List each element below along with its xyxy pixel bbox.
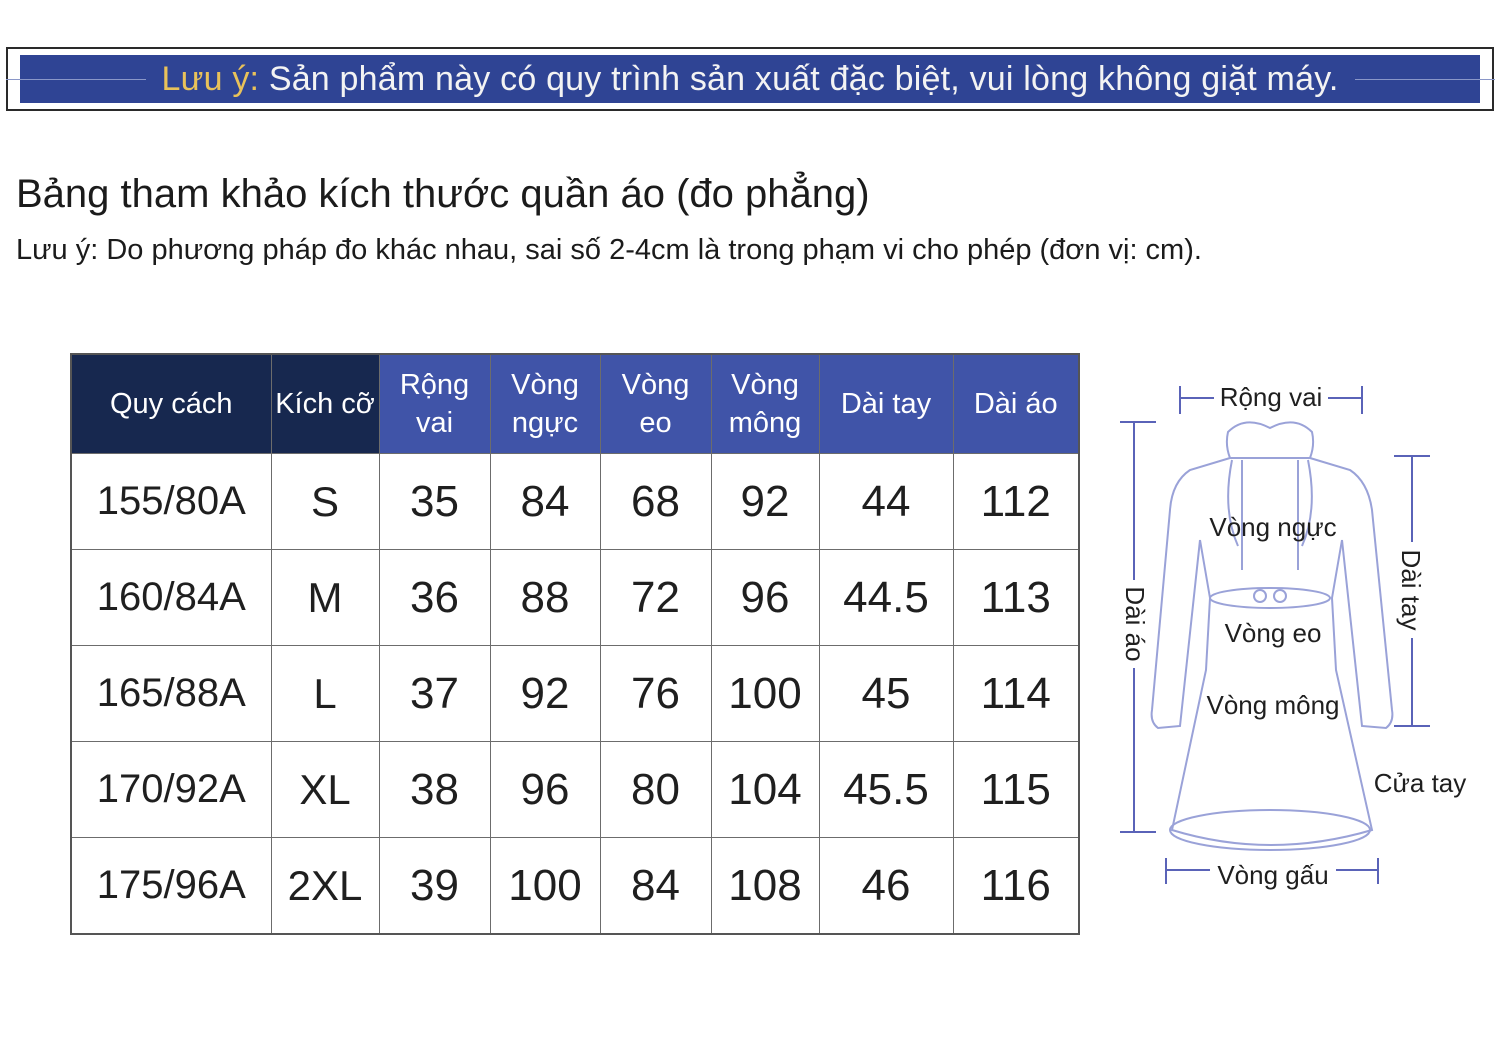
table-cell: 108 (711, 838, 819, 935)
table-cell: 114 (953, 646, 1079, 742)
shoulder-label: Rộng vai (1219, 382, 1323, 412)
column-header-line: eo (639, 407, 672, 439)
notice-banner (6, 47, 1494, 111)
sleeve-dimension (1394, 456, 1430, 726)
column-header (379, 354, 490, 454)
measurement-note: Lưu ý: Do phương pháp đo khác nhau, sai số 2-4cm là trong phạm vi cho phép (đơn vị: cm). (16, 234, 1202, 266)
table-cell: 113 (953, 550, 1079, 646)
table-cell: 104 (711, 742, 819, 838)
column-header-line: Quy cách (110, 388, 233, 420)
column-header-line: Dài tay (840, 388, 932, 420)
table-cell: 175/96A (71, 838, 271, 935)
shoulder-dimension (1180, 382, 1362, 414)
notice-label: Lưu ý: (161, 59, 260, 98)
table-cell: 165/88A (71, 646, 271, 742)
notice-bar (20, 55, 1480, 103)
table-cell: 44 (819, 454, 953, 550)
hip-label: Vòng mông (1206, 690, 1340, 720)
table-cell: 44.5 (819, 550, 953, 646)
notice-text (162, 60, 1339, 99)
table-cell: 35 (379, 454, 490, 550)
sleeve-label: Dài tay (1396, 549, 1426, 631)
table-cell: 100 (490, 838, 600, 935)
table-cell: 170/92A (71, 742, 271, 838)
column-header-line: mông (728, 407, 802, 439)
column-header (271, 354, 379, 454)
length-label: Dài áo (1120, 586, 1150, 662)
table-cell: 38 (379, 742, 490, 838)
table-cell: 112 (953, 454, 1079, 550)
column-header-line: Dài áo (973, 388, 1058, 420)
length-dimension (1120, 422, 1156, 832)
size-table (70, 353, 1080, 935)
table-cell: 46 (819, 838, 953, 935)
table-cell: 84 (600, 838, 711, 935)
page-title: Bảng tham khảo kích thước quần áo (đo phẳng) (16, 172, 870, 216)
notice-left-rule (6, 79, 146, 80)
hem-label: Vòng gấu (1217, 860, 1329, 890)
column-header-line: Rộng (399, 369, 470, 401)
table-cell: S (271, 454, 379, 550)
column-header (71, 354, 271, 454)
table-cell: 36 (379, 550, 490, 646)
table-body (71, 454, 1079, 935)
column-header (819, 354, 953, 454)
table-cell: XL (271, 742, 379, 838)
table-cell: 155/80A (71, 454, 271, 550)
column-header (600, 354, 711, 454)
column-header-line: Vòng (621, 369, 690, 401)
column-header-line: vai (415, 407, 454, 439)
table-row (71, 646, 1079, 742)
column-header-line: Kích cỡ (275, 388, 375, 420)
table-cell: 2XL (271, 838, 379, 935)
table-row (71, 454, 1079, 550)
table-row (71, 838, 1079, 935)
table-header-row (71, 354, 1079, 454)
column-header-line: ngực (511, 407, 579, 439)
table-cell: 116 (953, 838, 1079, 935)
table-cell: 92 (490, 646, 600, 742)
notice-right-rule (1355, 79, 1495, 80)
table-cell: 72 (600, 550, 711, 646)
table-cell: 80 (600, 742, 711, 838)
table-cell: 84 (490, 454, 600, 550)
table-cell: 45 (819, 646, 953, 742)
table-row (71, 550, 1079, 646)
waist-label: Vòng eo (1224, 618, 1322, 648)
cuff-label: Cửa tay (1373, 768, 1467, 798)
hem-dimension (1166, 858, 1378, 890)
table-cell: 76 (600, 646, 711, 742)
column-header-line: Vòng (731, 369, 799, 401)
table-cell: 115 (953, 742, 1079, 838)
table-cell: 88 (490, 550, 600, 646)
table-cell: 37 (379, 646, 490, 742)
table-cell: 92 (711, 454, 819, 550)
chest-label: Vòng ngực (1209, 512, 1337, 542)
notice-message: Sản phẩm này có quy trình sản xuất đặc biệt, vui lòng không giặt máy. (259, 59, 1339, 98)
table-cell: 160/84A (71, 550, 271, 646)
table-cell: M (271, 550, 379, 646)
table-cell: 45.5 (819, 742, 953, 838)
column-header (953, 354, 1079, 454)
table-row (71, 742, 1079, 838)
table-cell: L (271, 646, 379, 742)
table-cell: 39 (379, 838, 490, 935)
column-header (490, 354, 600, 454)
table-cell: 68 (600, 454, 711, 550)
table-cell: 96 (711, 550, 819, 646)
table-cell: 96 (490, 742, 600, 838)
table-cell: 100 (711, 646, 819, 742)
garment-diagram (1110, 370, 1490, 900)
column-header-line: Vòng (511, 369, 579, 401)
column-header (711, 354, 819, 454)
